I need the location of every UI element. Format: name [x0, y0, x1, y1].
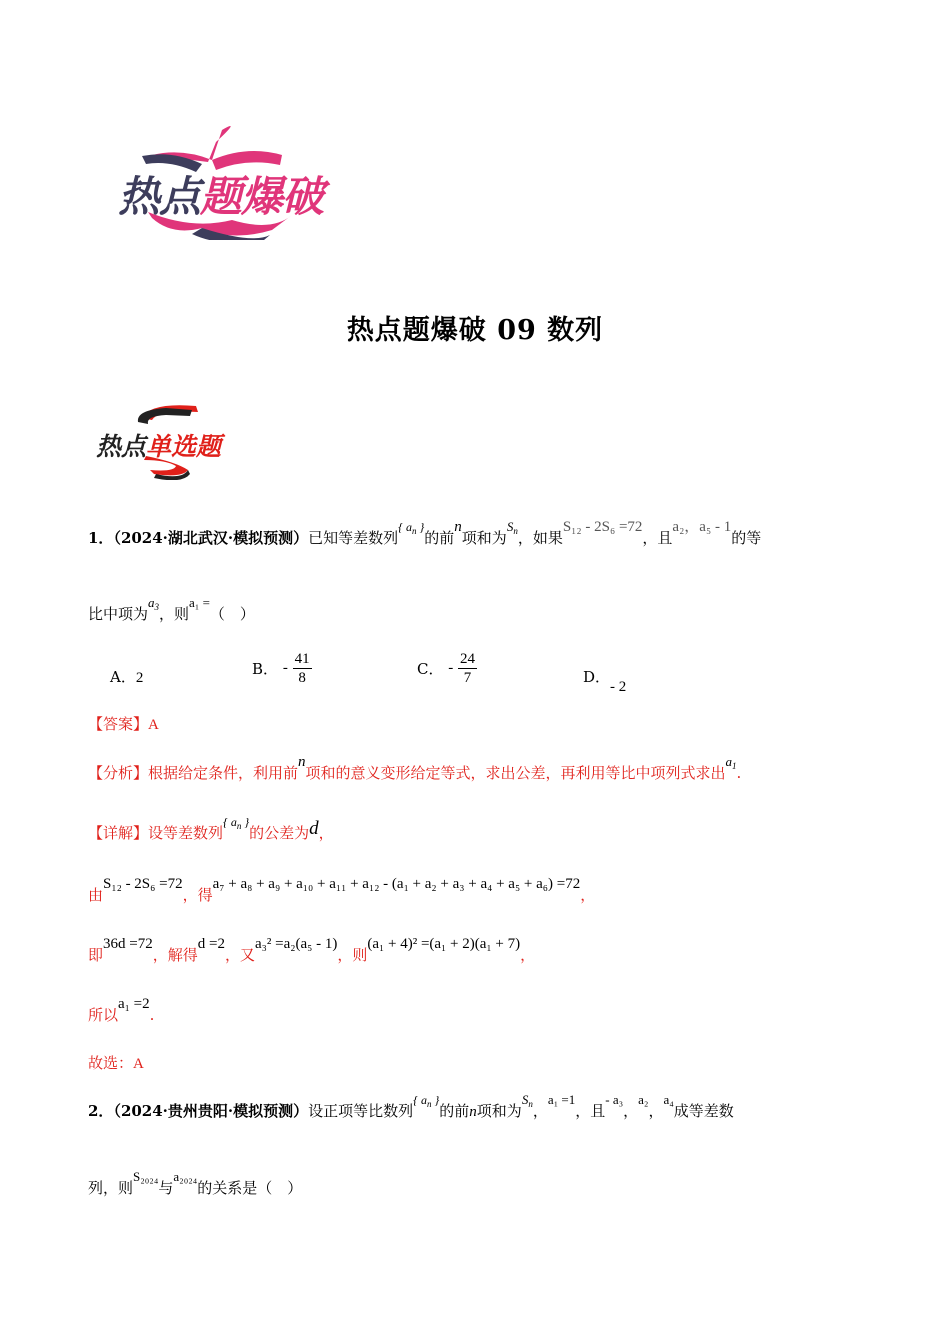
- q1-paren: （ ）: [209, 605, 255, 623]
- q1-text-d: ，如果: [517, 529, 563, 547]
- q1-option-b-sign: -: [282, 660, 288, 676]
- page-title: 热点题爆破 09 数列: [346, 315, 604, 346]
- section-text-dark: 热点: [96, 432, 147, 461]
- q1-detail-b: 的公差为: [249, 824, 310, 842]
- q1-analysis-a: 根据给定条件，利用前: [148, 764, 299, 782]
- q1-n: n: [454, 519, 462, 535]
- q1-option-c-num: 24: [460, 651, 476, 667]
- q1-a3: $a_3$: [148, 595, 160, 612]
- q2-text-e: ，且: [575, 1102, 606, 1120]
- q1-answer-value: A: [148, 717, 159, 733]
- q1-step3-pre: 所以: [88, 1006, 119, 1024]
- q2-n: n: [469, 1104, 477, 1120]
- q2-comma-1: ，: [623, 1102, 639, 1120]
- q2-term-1: - a₃: [605, 1092, 624, 1107]
- header-logo: [112, 120, 332, 240]
- q1-option-b-fraction: [293, 650, 312, 687]
- q1-choose-value: A: [133, 1056, 144, 1072]
- q1-step1-pre: 由: [88, 886, 104, 904]
- q2-comma-2: ，: [648, 1102, 664, 1120]
- q1-text-b: 的前: [424, 529, 455, 547]
- q1-analysis-b: 项和的意义变形给定等式，求出公差，再利用等比中项列式求出: [305, 764, 726, 782]
- q1-step2-eq: 36d =72: [103, 936, 153, 952]
- q1-step1-eq: S₁₂ - 2S₆ =72: [103, 876, 183, 892]
- q1-option-c[interactable]: [417, 650, 477, 687]
- q1-step-3: [88, 996, 155, 1026]
- q1-step2-pre: 即: [88, 946, 104, 964]
- q1-text-c: 项和为: [461, 529, 507, 547]
- q1-option-b[interactable]: [252, 650, 312, 687]
- q2-text-g: 列，则: [88, 1179, 134, 1197]
- q1-step2-mid2: ，又: [224, 946, 255, 964]
- q2-s2024: S₂₀₂₄: [133, 1169, 159, 1184]
- logo-text-dark: 热点: [118, 172, 201, 221]
- q2-text-i: 的关系是（ ）: [197, 1179, 303, 1197]
- q1-option-d[interactable]: [583, 666, 627, 695]
- q1-analysis-end: .: [736, 764, 742, 782]
- q1-step2-mid3: ，则: [337, 946, 368, 964]
- q1-line-1: [88, 519, 762, 550]
- section-text-red: 单选题: [146, 432, 222, 461]
- q2-line-2: [88, 1169, 303, 1199]
- q2-number: 2．: [88, 1102, 114, 1120]
- q1-option-c-label: C．: [417, 660, 444, 678]
- q1-option-a-label: A．: [110, 668, 136, 686]
- section-header: [96, 400, 246, 480]
- q1-text-g: 比中项为: [88, 605, 149, 623]
- q1-analysis: [88, 754, 742, 785]
- q1-step2-d: d =2: [197, 936, 225, 952]
- q1-option-b-label: B．: [252, 660, 279, 678]
- q1-choose: [88, 1053, 144, 1074]
- q1-condition: S₁₂ - 2S₆ =72: [562, 519, 643, 535]
- q2-text-d: ，: [532, 1102, 548, 1120]
- q1-detail-a: 设等差数列: [148, 824, 224, 842]
- q1-detail: [88, 815, 334, 845]
- q1-step-2: [88, 936, 536, 966]
- q2-term-2: a₂: [638, 1092, 649, 1107]
- q1-option-d-value: - 2: [610, 679, 627, 695]
- q1-answer-label: 【答案】: [88, 715, 149, 733]
- q2-line-1: [88, 1092, 734, 1123]
- q2-text-c: 项和为: [476, 1102, 522, 1120]
- q2-condition: a₁ =1: [547, 1092, 576, 1107]
- q1-option-c-fraction: [458, 650, 477, 687]
- q1-detail-end: ，: [318, 824, 334, 842]
- q1-option-c-den: 7: [463, 670, 472, 686]
- q2-text-b: 的前: [439, 1102, 470, 1120]
- q1-step2-eq3: (a₁ + 4)² =(a₁ + 2)(a₁ + 7): [367, 936, 521, 952]
- q1-sn: $S_n$: [506, 519, 518, 536]
- q1-line-2: [88, 595, 255, 626]
- q1-option-d-label: D．: [583, 668, 611, 686]
- q1-terms: a₂，a₅ - 1: [672, 519, 732, 535]
- q1-step2-mid1: ，解得: [152, 946, 198, 964]
- q2-text-h: 与: [158, 1179, 174, 1197]
- q1-seq-an: { an }: [398, 520, 425, 536]
- q1-step3-eq: a₁ =2: [118, 996, 150, 1012]
- q1-option-c-sign: -: [448, 660, 454, 676]
- q1-step-1: [88, 876, 596, 906]
- q1-text-f: 的等: [731, 529, 762, 547]
- q1-analysis-a1: $a_1$: [725, 754, 737, 771]
- q2-a2024: a₂₀₂₄: [173, 1169, 198, 1184]
- q1-source: （2024·湖北武汉·模拟预测）: [113, 529, 309, 547]
- q1-step1-mid: ，得: [182, 886, 213, 904]
- q2-seq-an: { an }: [413, 1093, 440, 1109]
- q2-source: （2024·贵州贵阳·模拟预测）: [113, 1102, 309, 1120]
- logo-text-pink: 题爆破: [200, 172, 324, 221]
- q1-option-a[interactable]: [110, 666, 143, 687]
- q1-step1-end: ，: [580, 886, 596, 904]
- q1-detail-label: 【详解】: [88, 824, 149, 842]
- q1-detail-d: d: [309, 818, 319, 839]
- q2-sn: $S_n$: [521, 1092, 533, 1109]
- q1-analysis-label: 【分析】: [88, 764, 149, 782]
- q1-option-b-num: 41: [294, 651, 310, 667]
- q1-ask: a₁ =: [189, 595, 210, 610]
- q1-text-e: ，且: [642, 529, 673, 547]
- q1-detail-an: { an }: [223, 815, 250, 831]
- q1-analysis-n: n: [298, 754, 306, 770]
- q1-step2-eq2: a₃² =a₂(a₅ - 1): [254, 936, 338, 952]
- q1-choose-label: 故选：: [88, 1054, 134, 1072]
- q1-answer: [88, 714, 159, 735]
- q1-step3-end: .: [149, 1006, 155, 1024]
- q2-term-3: a₄: [663, 1092, 674, 1107]
- q1-step1-expr: a₇ + a₈ + a₉ + a₁₀ + a₁₁ + a₁₂ - (a₁ + a₂ + a₃ + a₄ + a₅ + a₆) =72: [212, 876, 581, 892]
- q1-step2-end: ，: [520, 946, 536, 964]
- q1-text-h: ，则: [159, 605, 190, 623]
- q2-text-a: 设正项等比数列: [308, 1102, 414, 1120]
- q2-text-f: 成等差数: [673, 1102, 734, 1120]
- q1-number: 1．: [88, 529, 114, 547]
- q1-option-b-den: 8: [298, 670, 306, 686]
- q1-text-a: 已知等差数列: [308, 529, 399, 547]
- q1-option-a-value: 2: [135, 670, 144, 686]
